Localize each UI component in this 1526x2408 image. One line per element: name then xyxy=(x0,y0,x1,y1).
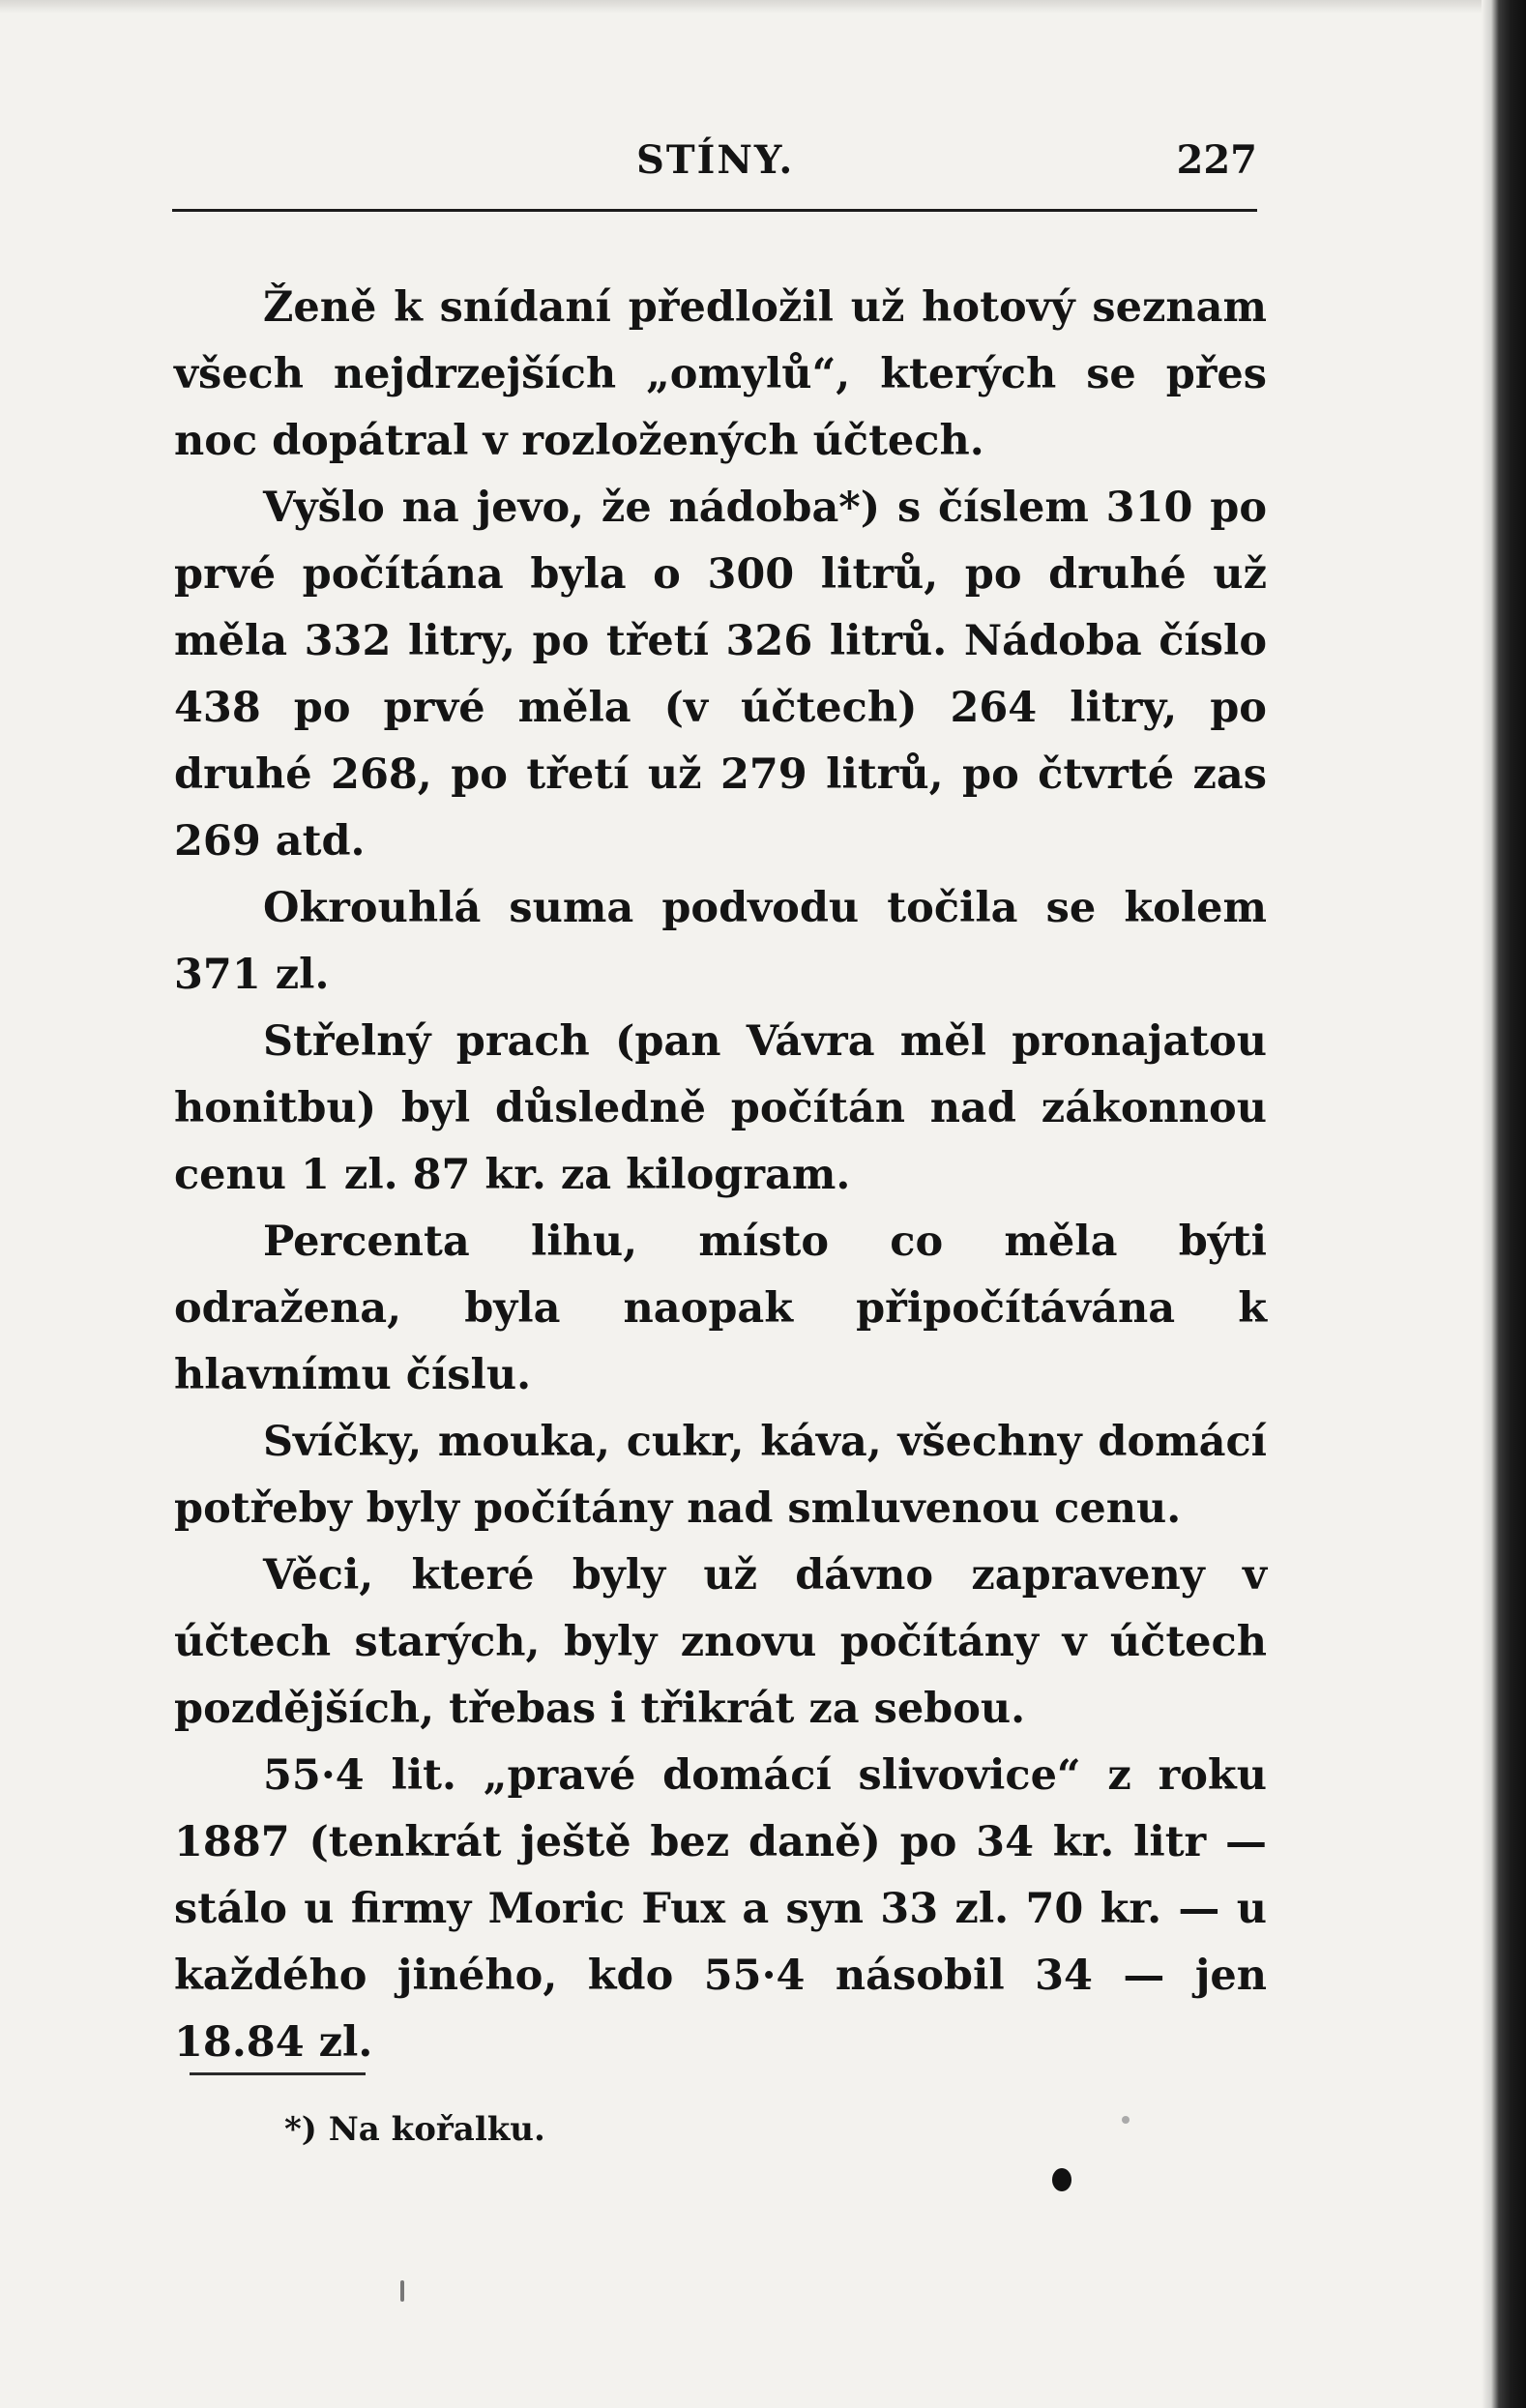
paragraph: Věci, které byly už dávno zapraveny v účtech starých, byly znovu počítány v účtech pozdějších, třebas i třikrát za sebou. xyxy=(174,1551,1267,1733)
footnote-rule xyxy=(190,2072,366,2075)
body-text xyxy=(174,275,1267,2076)
paragraph: 55·4 lit. „pravé domácí slivovice“ z roku 1887 (tenkrát ještě bez daně) po 34 kr. litr — stálo u firmy Moric Fux a syn 33 zl. 70 kr. — u každého jiného, kdo 55·4 násobil 34 — jen 18.84 zl. xyxy=(174,1751,1267,2067)
header-rule xyxy=(172,209,1257,212)
ink-speck xyxy=(1052,2168,1071,2191)
page-header xyxy=(172,137,1257,205)
page-edge-right xyxy=(1482,0,1526,2408)
paragraph: Svíčky, mouka, cukr, káva, všechny domácí potřeby byly počítány nad smluvenou cenu. xyxy=(174,1418,1267,1533)
footnote: *) Na kořalku. xyxy=(284,2110,545,2149)
paragraph: Střelný prach (pan Vávra měl pronajatou honitbu) byl důsledně počítán nad zákonnou cenu 1 zl. 87 kr. za kilogram. xyxy=(174,1017,1267,1199)
paragraph: Okrouhlá suma podvodu točila se kolem 371 zl. xyxy=(174,884,1267,999)
running-title: STÍNY. xyxy=(636,137,795,183)
page-number: 227 xyxy=(1176,137,1257,183)
page-edge-top xyxy=(0,0,1526,14)
ink-speck xyxy=(400,2280,404,2302)
paragraph: Percenta lihu, místo co měla býti odražena, byla naopak připočítávána k hlavnímu číslu. xyxy=(174,1218,1267,1399)
paragraph: Ženě k snídaní předložil už hotový seznam všech nejdrzejších „omylů“, kterých se přes noc dopátral v rozložených účtech. xyxy=(174,283,1267,465)
ink-speck xyxy=(1122,2116,1130,2124)
paragraph: Vyšlo na jevo, že nádoba*) s číslem 310 po prvé počítána byla o 300 litrů, po druhé už měla 332 litry, po třetí 326 litrů. Nádoba číslo 438 po prvé měla (v účtech) 264 litry, po druhé 268, po třetí už 279 litrů, po čtvrté zas 269 atd. xyxy=(174,484,1267,866)
